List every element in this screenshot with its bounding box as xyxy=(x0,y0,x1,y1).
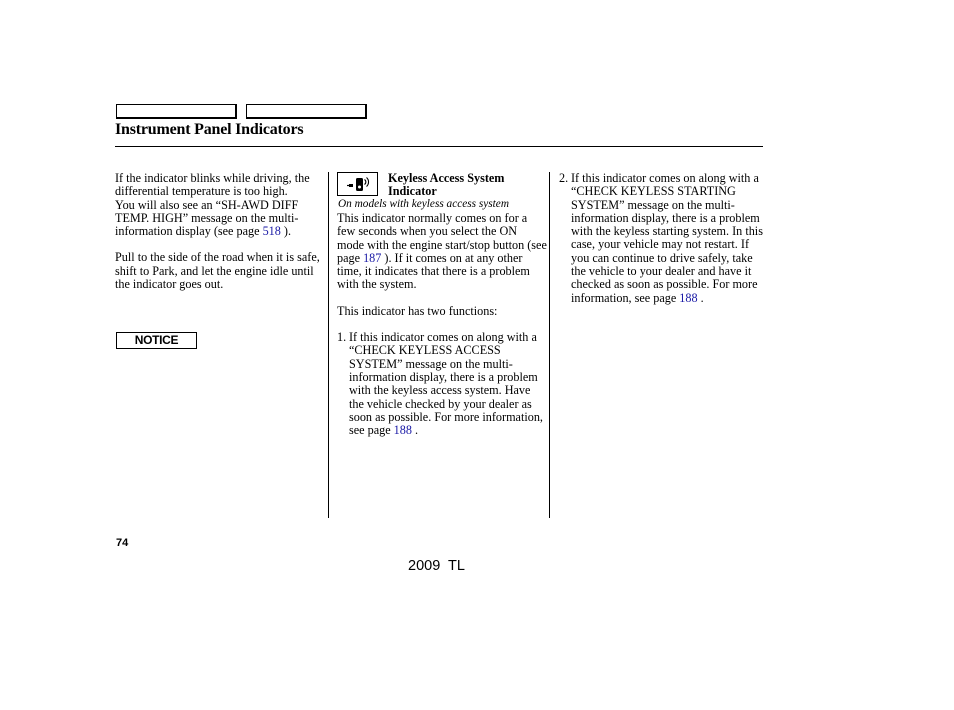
title-divider xyxy=(115,146,763,147)
nav-tab-index[interactable] xyxy=(246,104,367,119)
list-item-1: 1. If this indicator comes on along with a “CHECK KEYLESS ACCESS SYSTEM” message on the multi-information display, there is a problem with the keyless access system. Have the vehicle checked by your dealer as soon as possible. For more information, see page 188 . xyxy=(337,330,543,438)
list-number-2: 2. xyxy=(559,171,569,185)
page-title: Instrument Panel Indicators xyxy=(115,121,304,138)
page-link-188-a[interactable]: 188 xyxy=(393,423,412,438)
list-number-1: 1. xyxy=(337,330,347,345)
column-2 xyxy=(337,212,547,437)
list-item-2: 2. If this indicator comes on along with a “CHECK KEYLESS STARTING SYSTEM” message on the multi-information display, there is a problem with the keyless starting system. In this case, your vehicle may not restart. If you can continue to drive safely, take the vehicle to your dealer and have it checked as soon as possible. For more information, see page 188 . xyxy=(559,171,763,305)
col1-paragraph-3: Pull to the side of the road when it is safe, shift to Park, and let the engine idle until the indicator goes out. xyxy=(115,250,320,292)
page-number: 74 xyxy=(116,537,129,549)
keyless-access-icon xyxy=(337,172,378,196)
page-link-187[interactable]: 187 xyxy=(363,250,382,265)
column-divider-1 xyxy=(328,172,329,518)
col2-paragraph-2: This indicator has two functions: xyxy=(337,303,498,318)
nav-tab-main-menu[interactable] xyxy=(116,104,237,119)
column-divider-2 xyxy=(549,172,550,518)
keyless-access-subheading: On models with keyless access system xyxy=(338,198,509,210)
notice-label: NOTICE xyxy=(116,332,197,349)
column-1 xyxy=(115,172,320,291)
page-link-188-b[interactable]: 188 xyxy=(679,290,698,305)
keyless-access-icon-graphic xyxy=(338,173,377,195)
column-3 xyxy=(559,172,769,305)
col1-paragraph-1: If the indicator blinks while driving, the differential temperature is too high. xyxy=(115,171,310,199)
footer-model-label: 2009 TL xyxy=(408,558,465,574)
keyless-access-heading: Keyless Access System Indicator xyxy=(388,171,505,199)
col2-paragraph-1: This indicator normally comes on for a few seconds when you select the ON mode with the engine start/stop button (see page 187 ). If it comes on at any other time, it indicates that there is a problem with the system. xyxy=(337,211,547,292)
page-link-518[interactable]: 518 xyxy=(262,224,281,239)
col1-paragraph-2: You will also see an “SH-AWD DIFF TEMP. HIGH” message on the multi-information display (see page 518 ). xyxy=(115,197,299,239)
